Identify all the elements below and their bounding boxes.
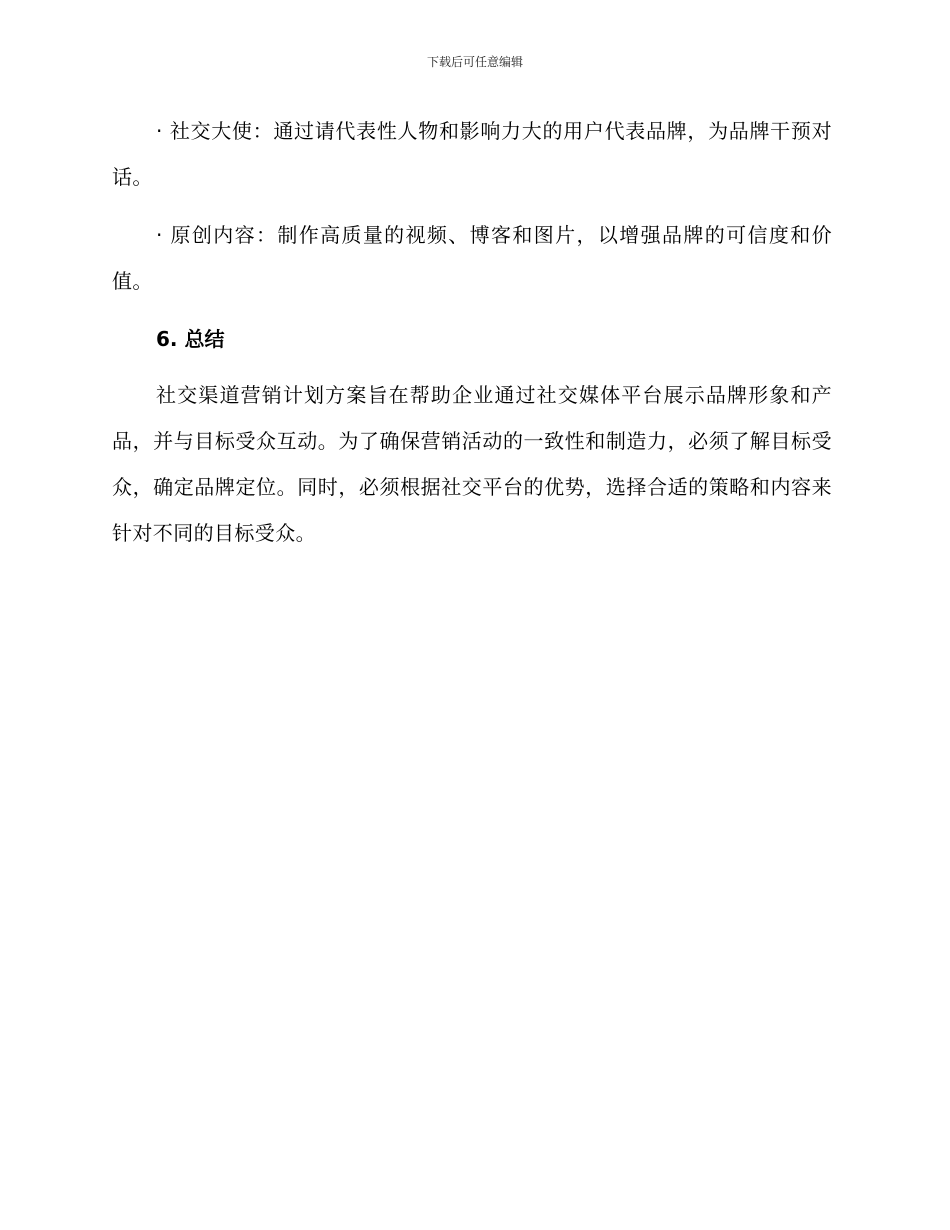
bullet-social-ambassador: · 社交大使：通过请代表性人物和影响力大的用户代表品牌，为品牌干预对话。 [112, 119, 832, 189]
page-header: 下载后可任意编辑 [426, 55, 523, 69]
document-body [112, 108, 832, 568]
section-heading-summary: 6. 总结 [156, 327, 225, 351]
summary-paragraph: 社交渠道营销计划方案旨在帮助企业通过社交媒体平台展示品牌形象和产品，并与目标受众互动。为了确保营销活动的一致性和制造力，必须了解目标受众，确定品牌定位。同时，必须根据社交平台的优势，选择合适的策略和内容来针对不同的目标受众。 [112, 383, 832, 545]
bullet-original-content: · 原创内容：制作高质量的视频、博客和图片，以增强品牌的可信度和价值。 [112, 223, 832, 293]
